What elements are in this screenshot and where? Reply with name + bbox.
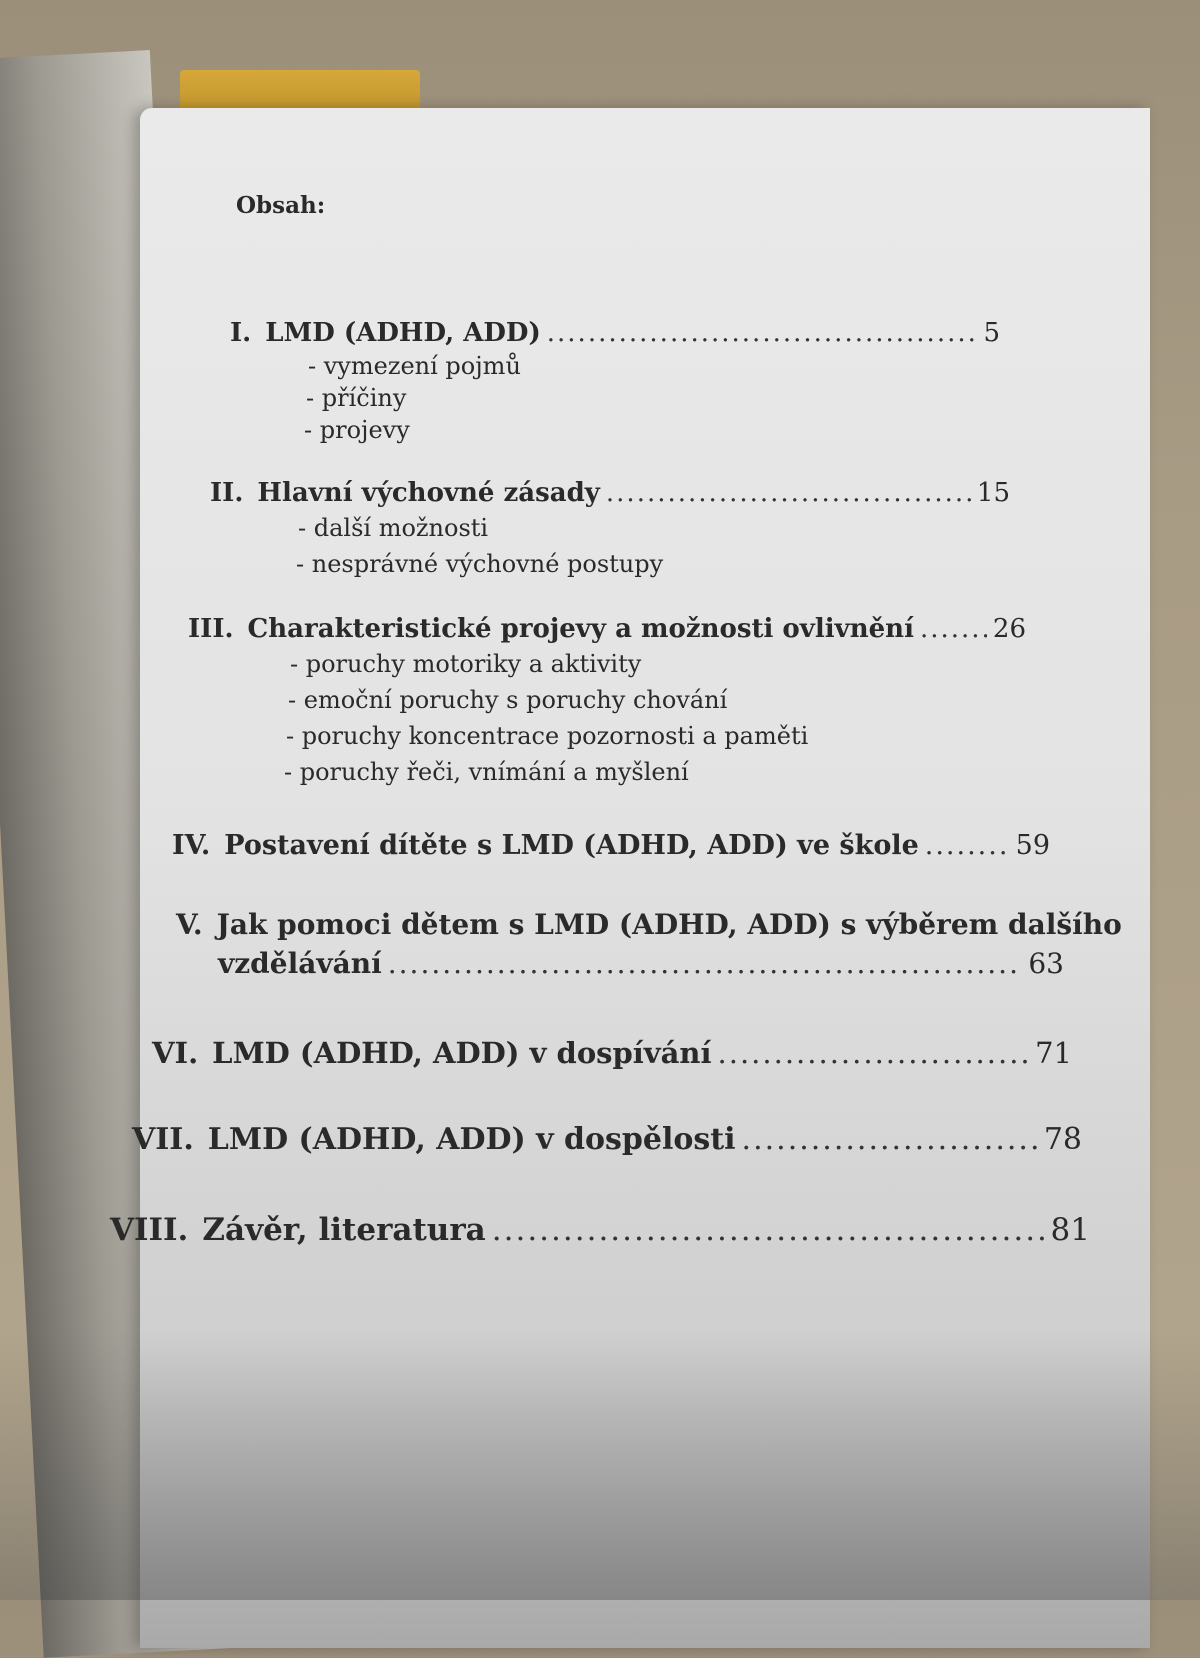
toc-entry-7: [132, 1122, 1082, 1157]
toc-entry-8: [110, 1212, 1090, 1248]
toc-entry-3: [188, 614, 1026, 644]
toc-entry-4: [172, 830, 1050, 861]
entry-number: VI.: [152, 1036, 199, 1070]
entry-title: Jak pomoci dětem s LMD (ADHD, ADD) s výběrem dalšího: [216, 908, 1122, 941]
leader-dots: [388, 947, 1023, 980]
subitem: - emoční poruchy s poruchy chování: [288, 686, 728, 714]
leader-dots: [492, 1212, 1045, 1248]
leader-dots: [547, 318, 978, 348]
subitem: - příčiny: [306, 384, 407, 412]
entry-number: IV.: [172, 830, 211, 861]
subitem: - poruchy řeči, vnímání a myšlení: [284, 758, 689, 786]
leader-dots: [606, 478, 971, 508]
entry-title-continuation: vzdělávání: [218, 947, 382, 980]
entry-page-number: 63: [1028, 947, 1064, 980]
entry-page-number: 5: [983, 318, 1000, 348]
leader-dots: [742, 1122, 1038, 1157]
entry-title: Závěr, literatura: [202, 1212, 486, 1248]
entry-number: V.: [176, 908, 203, 941]
entry-title: Hlavní výchovné zásady: [257, 478, 600, 508]
leader-dots: [920, 614, 987, 644]
toc-entry-5: [176, 908, 1122, 980]
entry-number: I.: [230, 318, 252, 348]
toc-entry-2: [210, 478, 1010, 508]
entry-page-number: 71: [1035, 1036, 1072, 1070]
entry-page-number: 59: [1015, 830, 1050, 861]
subitem: - nesprávné výchovné postupy: [296, 550, 664, 578]
leader-dots: [925, 830, 1010, 861]
entry-page-number: 78: [1043, 1122, 1082, 1157]
entry-title: Charakteristické projevy a možnosti ovlivnění: [247, 614, 914, 644]
entry-page-number: 81: [1050, 1212, 1090, 1248]
subitem: - poruchy motoriky a aktivity: [290, 650, 642, 678]
subitem: - poruchy koncentrace pozornosti a paměti: [286, 722, 809, 750]
leader-dots: [718, 1036, 1030, 1070]
shadow-overlay: [0, 1330, 1200, 1600]
entry-number: VII.: [132, 1122, 194, 1157]
entry-title: LMD (ADHD, ADD): [265, 318, 541, 348]
toc-heading: Obsah:: [236, 192, 326, 219]
subitem: - projevy: [304, 416, 410, 444]
entry-page-number: 15: [976, 478, 1010, 508]
entry-title: Postavení dítěte s LMD (ADHD, ADD) ve škole: [224, 830, 919, 861]
entry-number: III.: [188, 614, 234, 644]
subitem: - další možnosti: [298, 514, 489, 542]
entry-title: LMD (ADHD, ADD) v dospívání: [212, 1036, 712, 1070]
entry-number: II.: [210, 478, 244, 508]
entry-title: LMD (ADHD, ADD) v dospělosti: [207, 1122, 736, 1157]
toc-entry-1: [230, 318, 1000, 348]
subitem: - vymezení pojmů: [308, 352, 521, 380]
toc-entry-6: [152, 1036, 1072, 1070]
entry-number: VIII.: [110, 1212, 189, 1248]
entry-page-number: 26: [992, 614, 1026, 644]
